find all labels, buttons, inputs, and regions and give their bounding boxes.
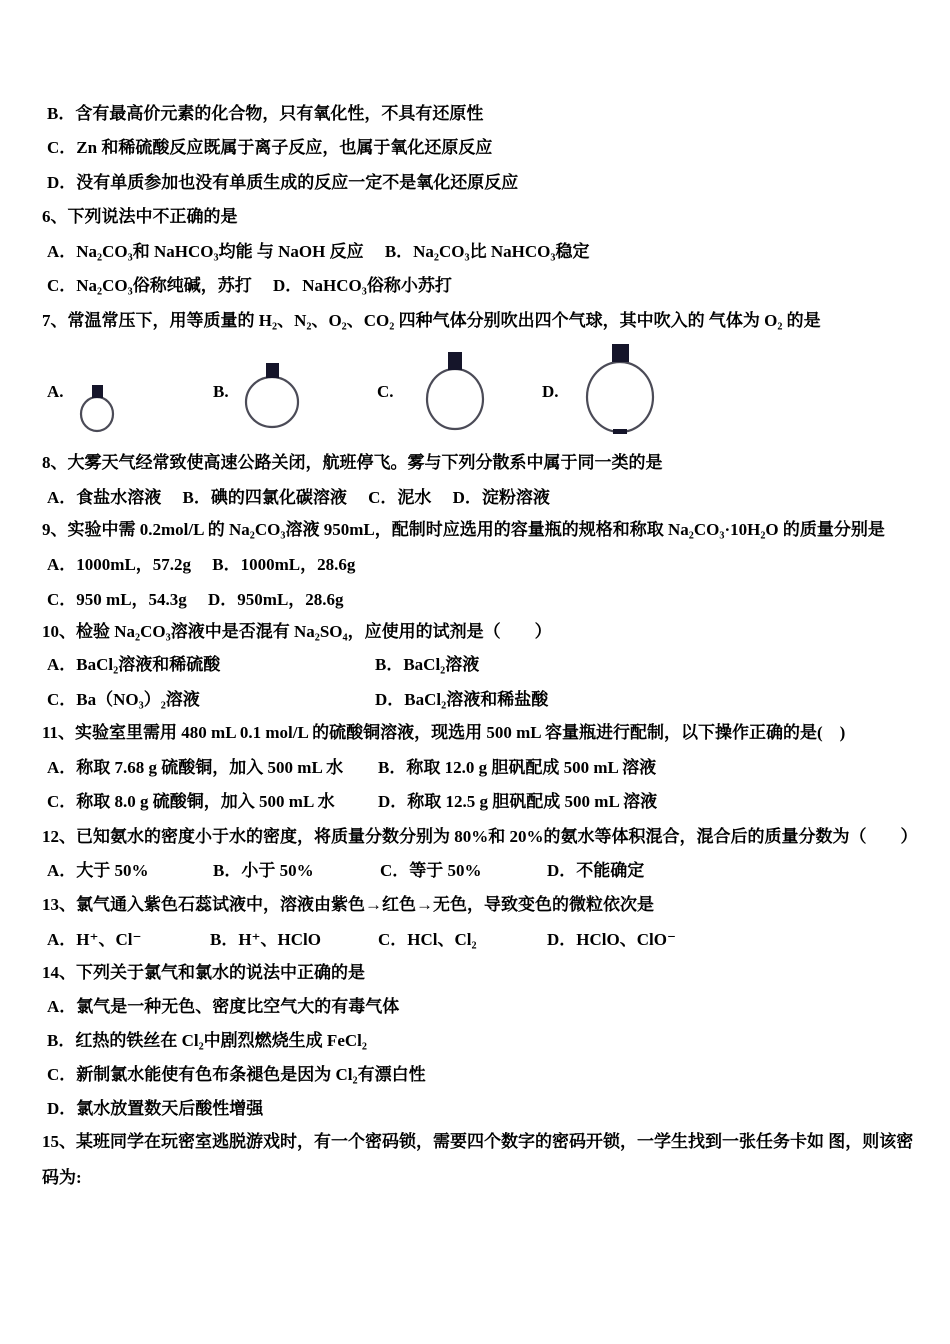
question-14-option-b-text: B．红热的铁丝在 Cl₂中剧烈燃烧生成 FeCl₂ (47, 1031, 367, 1050)
question-10-stem (0, 621, 950, 647)
question-10-options-cd-text: C．Ba（NO₃）₂溶液 (47, 690, 200, 709)
question-9-stem (0, 519, 950, 545)
question-6-stem-text: 6、下列说法中不正确的是 (42, 207, 238, 226)
question-11-options-cd-text: D．称取 12.5 g 胆矾配成 500 mL 溶液 (378, 792, 658, 811)
question-11-stem (0, 722, 950, 748)
question-8-stem (0, 452, 950, 478)
question-12-stem-text: 12、已知氨水的密度小于水的密度，将质量分数分别为 80%和 20%的氨水等体积混合，混合后的质量分数为（ ） (42, 827, 918, 846)
question-12-options-text: C．等于 50% (380, 861, 482, 880)
question-10-options-ab (0, 654, 950, 680)
question-11-options-cd-text: C．称取 8.0 g 硫酸铜，加入 500 mL 水 (47, 792, 335, 811)
question-10-options-cd (0, 689, 950, 715)
question-9-stem-text: 9、实验中需 0.2mol/L 的 Na₂CO₃溶液 950mL，配制时应选用的容量瓶的规格和称取 Na₂CO₃·10H₂O 的质量分别是 (42, 520, 885, 539)
balloon-d-nozzle-icon (612, 344, 629, 362)
question-13-options-text: C．HCl、Cl₂ (378, 930, 477, 949)
question-14-option-a (0, 996, 950, 1022)
balloon-c-nozzle-icon (448, 352, 462, 370)
balloon-labels-text: A. (47, 382, 64, 401)
question-5-option-d (0, 172, 950, 198)
question-11-options-ab-text: B．称取 12.0 g 胆矾配成 500 mL 溶液 (378, 758, 657, 777)
question-13-options (0, 929, 950, 955)
question-13-stem (0, 894, 950, 920)
question-15-stem-line-1 (0, 1131, 950, 1157)
question-14-stem (0, 962, 950, 988)
question-12-options (0, 860, 950, 886)
question-6-options-cd-text: C．Na₂CO₃俗称纯碱，苏打 D．NaHCO₃俗称小苏打 (47, 276, 452, 295)
question-10-options-cd-text: D．BaCl₂溶液和稀盐酸 (375, 690, 549, 709)
question-14-option-b (0, 1030, 950, 1056)
balloon-b-nozzle-icon (266, 363, 279, 378)
question-14-stem-text: 14、下列关于氯气和氯水的说法中正确的是 (42, 963, 365, 982)
question-5-option-d-text: D．没有单质参加也没有单质生成的反应一定不是氧化还原反应 (47, 173, 519, 192)
question-7-stem-text: 7、常温常压下，用等质量的 H₂、N₂、O₂、CO₂ 四种气体分别吹出四个气球，其中吹入的 气体为 O₂ 的是 (42, 311, 821, 330)
question-13-stem-text: 13、氯气通入紫色石蕊试液中，溶液由紫色→红色→无色，导致变色的微粒依次是 (42, 895, 654, 914)
question-12-stem (0, 826, 950, 852)
question-6-stem (0, 206, 950, 232)
balloon-labels-text: C. (377, 382, 394, 401)
question-6-options-ab (0, 241, 950, 267)
question-8-options-text: A．食盐水溶液 B．碘的四氯化碳溶液 C．泥水 D．淀粉溶液 (47, 488, 550, 507)
question-9-options-cd (0, 589, 950, 615)
question-12-options-text: D．不能确定 (547, 861, 645, 880)
question-12-options-text: A．大于 50% (47, 861, 149, 880)
question-11-options-ab (0, 757, 950, 783)
question-14-option-c-text: C．新制氯水能使有色布条褪色是因为 Cl₂有漂白性 (47, 1065, 426, 1084)
question-10-options-ab-text: B．BaCl₂溶液 (375, 655, 480, 674)
question-5-option-b (0, 103, 950, 129)
question-9-options-ab-text: A．1000mL，57.2g B．1000mL，28.6g (47, 555, 356, 574)
question-13-options-text: B．H⁺、HClO (210, 930, 321, 949)
question-15-stem-line-2 (0, 1167, 950, 1193)
balloon-labels-text: B. (213, 382, 229, 401)
question-9-options-cd-text: C．950 mL，54.3g D．950mL，28.6g (47, 590, 344, 609)
question-15-stem-line-1-text: 15、某班同学在玩密室逃脱游戏时，有一个密码锁，需要四个数字的密码开锁，一学生找到一张任务卡如 图，则该密 (42, 1132, 914, 1151)
question-9-options-ab (0, 554, 950, 580)
balloon-labels (0, 381, 950, 407)
question-14-option-a-text: A．氯气是一种无色、密度比空气大的有毒气体 (47, 997, 400, 1016)
question-10-options-ab-text: A．BaCl₂溶液和稀硫酸 (47, 655, 221, 674)
question-13-options-text: D．HClO、ClO⁻ (547, 930, 676, 949)
question-13-options-text: A．H⁺、Cl⁻ (47, 930, 142, 949)
question-7-stem (0, 310, 950, 336)
question-11-stem-text: 11、实验室里需用 480 mL 0.1 mol/L 的硫酸铜溶液，现选用 500 mL 容量瓶进行配制，以下操作正确的是( ) (42, 723, 846, 742)
question-14-option-d-text: D．氯水放置数天后酸性增强 (47, 1099, 264, 1118)
balloon-labels-text: D. (542, 382, 559, 401)
question-10-stem-text: 10、检验 Na₂CO₃溶液中是否混有 Na₂SO₄，应使用的试剂是（ ） (42, 622, 552, 641)
question-11-options-cd (0, 791, 950, 817)
question-12-options-text: B．小于 50% (213, 861, 314, 880)
question-5-option-c (0, 137, 950, 163)
question-8-options (0, 487, 950, 513)
question-6-options-ab-text: A．Na₂CO₃和 NaHCO₃均能 与 NaOH 反应 B．Na₂CO₃比 NaHCO₃稳定 (47, 242, 590, 261)
question-5-option-c-text: C．Zn 和稀硫酸反应既属于离子反应，也属于氧化还原反应 (47, 138, 493, 157)
question-14-option-d (0, 1098, 950, 1124)
balloon-d-tie-mark (613, 429, 627, 434)
question-14-option-c (0, 1064, 950, 1090)
question-15-stem-line-2-text: 码为: (42, 1168, 82, 1187)
question-8-stem-text: 8、大雾天气经常致使高速公路关闭，航班停飞。雾与下列分散系中属于同一类的是 (42, 453, 663, 472)
question-5-option-b-text: B．含有最高价元素的化合物，只有氧化性，不具有还原性 (47, 104, 484, 123)
question-6-options-cd (0, 275, 950, 301)
question-11-options-ab-text: A．称取 7.68 g 硫酸铜，加入 500 mL 水 (47, 758, 344, 777)
